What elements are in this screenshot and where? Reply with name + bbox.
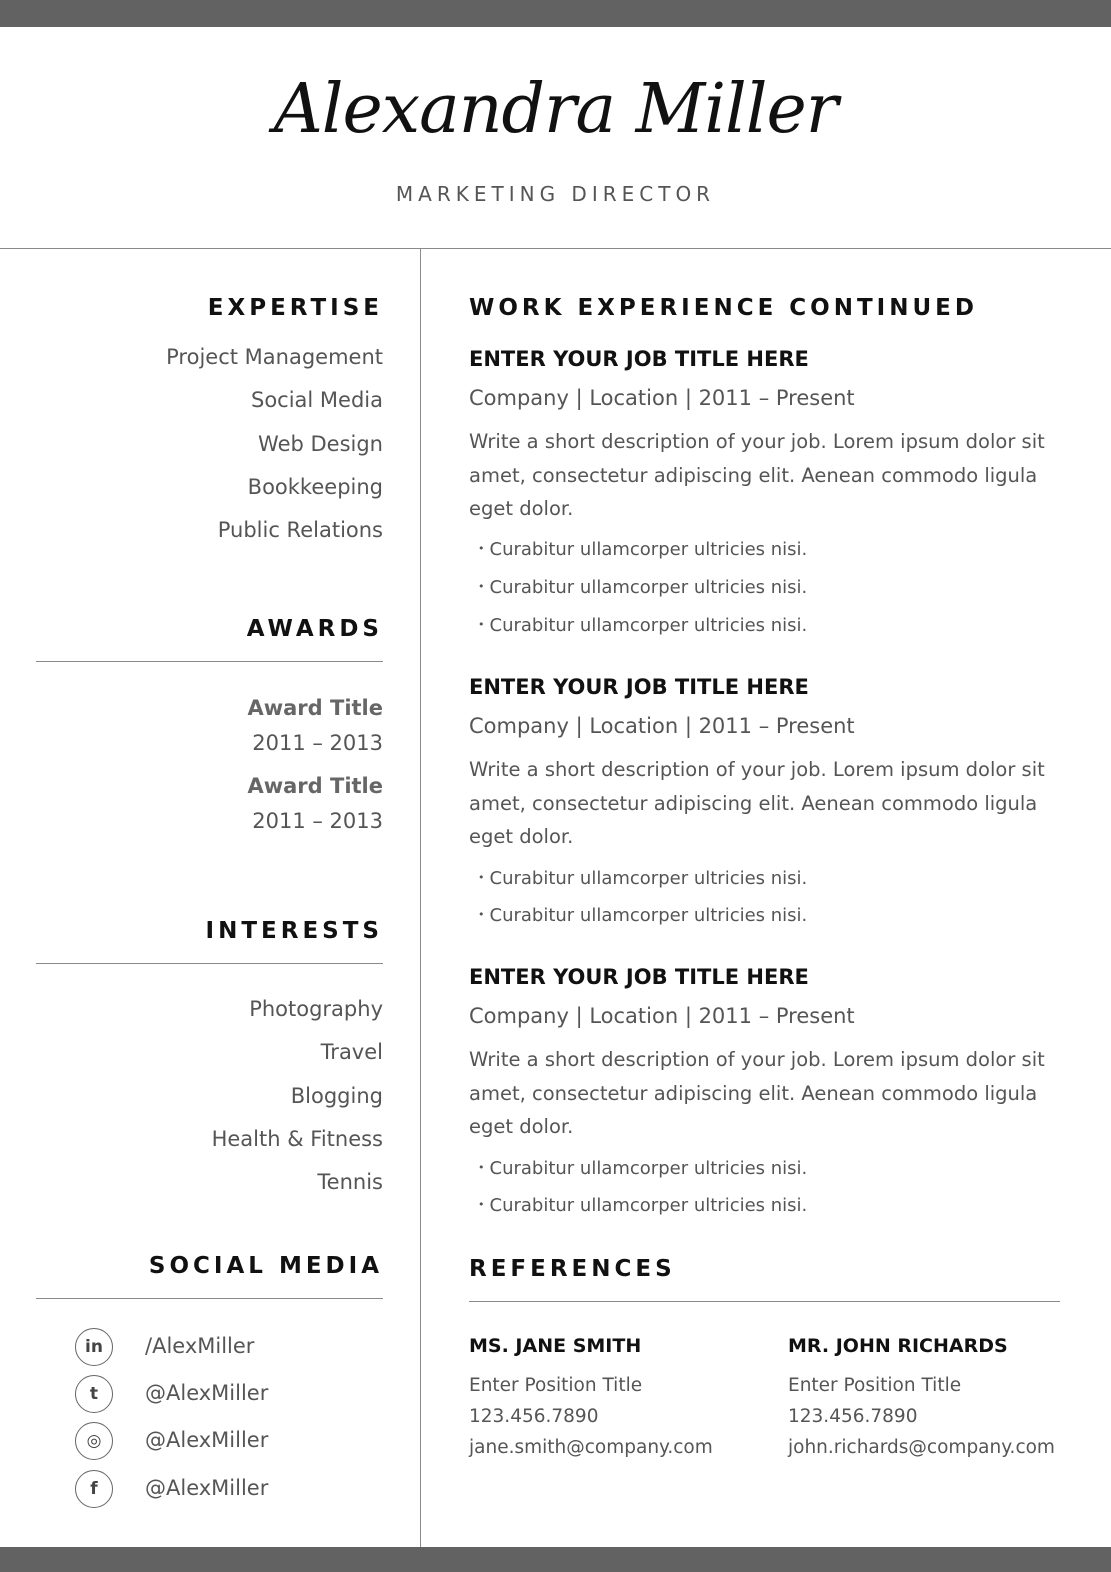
job-title: ENTER YOUR JOB TITLE HERE (469, 347, 809, 371)
job-bullet: • Curabitur ullamcorper ultricies nisi. (478, 905, 807, 926)
bottom-bar (0, 1547, 1111, 1572)
interest-item: Photography (249, 997, 383, 1021)
job-description: Write a short description of your job. Lorem ipsum dolor sit amet, consectetur adipiscing elit. Aenean commodo ligula eget dolor. (469, 430, 1045, 520)
reference-email[interactable]: jane.smith@company.com (469, 1437, 713, 1458)
references-rule (469, 1301, 1060, 1302)
reference-card (788, 1335, 1108, 1457)
expertise-item: Public Relations (217, 518, 383, 542)
expertise-item: Social Media (250, 388, 383, 412)
interest-item: Blogging (290, 1084, 383, 1108)
social-rule (36, 1298, 383, 1299)
expertise-heading: EXPERTISE (207, 295, 383, 321)
interests-heading: INTERESTS (205, 918, 383, 944)
job-bullet: • Curabitur ullamcorper ultricies nisi. (478, 868, 807, 889)
reference-phone[interactable]: 123.456.7890 (788, 1406, 918, 1427)
social-row-linkedin[interactable] (75, 1328, 335, 1372)
award-years: 2011 – 2013 (252, 731, 383, 755)
reference-card (469, 1335, 789, 1457)
reference-position: Enter Position Title (469, 1375, 643, 1396)
social-row-twitter[interactable] (75, 1375, 335, 1419)
social-handle: @AlexMiller (145, 1428, 269, 1452)
top-bar (0, 0, 1111, 27)
job-bullet: • Curabitur ullamcorper ultricies nisi. (478, 615, 807, 636)
reference-phone[interactable]: 123.456.7890 (469, 1406, 599, 1427)
reference-position: Enter Position Title (788, 1375, 962, 1396)
job-description: Write a short description of your job. Lorem ipsum dolor sit amet, consectetur adipiscing elit. Aenean commodo ligula eget dolor. (469, 1048, 1045, 1138)
expertise-item: Project Management (166, 345, 383, 369)
linkedin-icon: in (75, 1328, 113, 1366)
column-divider (420, 248, 421, 1547)
facebook-icon: f (75, 1470, 113, 1508)
award-title: Award Title (247, 774, 383, 798)
award-years: 2011 – 2013 (252, 809, 383, 833)
job-title: ENTER YOUR JOB TITLE HERE (469, 675, 809, 699)
interest-item: Travel (320, 1040, 383, 1064)
social-handle: /AlexMiller (145, 1334, 255, 1358)
job-description: Write a short description of your job. Lorem ipsum dolor sit amet, consectetur adipiscing elit. Aenean commodo ligula eget dolor. (469, 758, 1045, 848)
job-bullet: • Curabitur ullamcorper ultricies nisi. (478, 577, 807, 598)
social-row-facebook[interactable] (75, 1470, 335, 1514)
job-bullet: • Curabitur ullamcorper ultricies nisi. (478, 1195, 807, 1216)
interests-rule (36, 963, 383, 964)
social-handle: @AlexMiller (145, 1381, 269, 1405)
expertise-item: Web Design (258, 432, 383, 456)
job-meta: Company | Location | 2011 – Present (469, 1004, 855, 1028)
awards-rule (36, 661, 383, 662)
reference-name: MR. JOHN RICHARDS (788, 1335, 1008, 1357)
reference-name: MS. JANE SMITH (469, 1335, 642, 1357)
job-role: MARKETING DIRECTOR (395, 182, 716, 206)
interest-item: Health & Fitness (211, 1127, 383, 1151)
header-divider (0, 248, 1111, 249)
instagram-icon: ◎ (75, 1422, 113, 1460)
award-title: Award Title (247, 696, 383, 720)
social-handle: @AlexMiller (145, 1476, 269, 1500)
social-heading: SOCIAL MEDIA (148, 1253, 383, 1279)
twitter-icon: t (75, 1375, 113, 1413)
interest-item: Tennis (317, 1170, 383, 1194)
job-meta: Company | Location | 2011 – Present (469, 714, 855, 738)
social-row-instagram[interactable] (75, 1422, 335, 1466)
expertise-item: Bookkeeping (247, 475, 383, 499)
work-heading: WORK EXPERIENCE CONTINUED (469, 295, 978, 321)
job-meta: Company | Location | 2011 – Present (469, 386, 855, 410)
job-title: ENTER YOUR JOB TITLE HERE (469, 965, 809, 989)
job-bullet: • Curabitur ullamcorper ultricies nisi. (478, 539, 807, 560)
job-bullet: • Curabitur ullamcorper ultricies nisi. (478, 1158, 807, 1179)
awards-heading: AWARDS (246, 616, 383, 642)
candidate-name: Alexandra Miller (273, 70, 838, 149)
references-heading: REFERENCES (469, 1256, 676, 1282)
reference-email[interactable]: john.richards@company.com (788, 1437, 1055, 1458)
